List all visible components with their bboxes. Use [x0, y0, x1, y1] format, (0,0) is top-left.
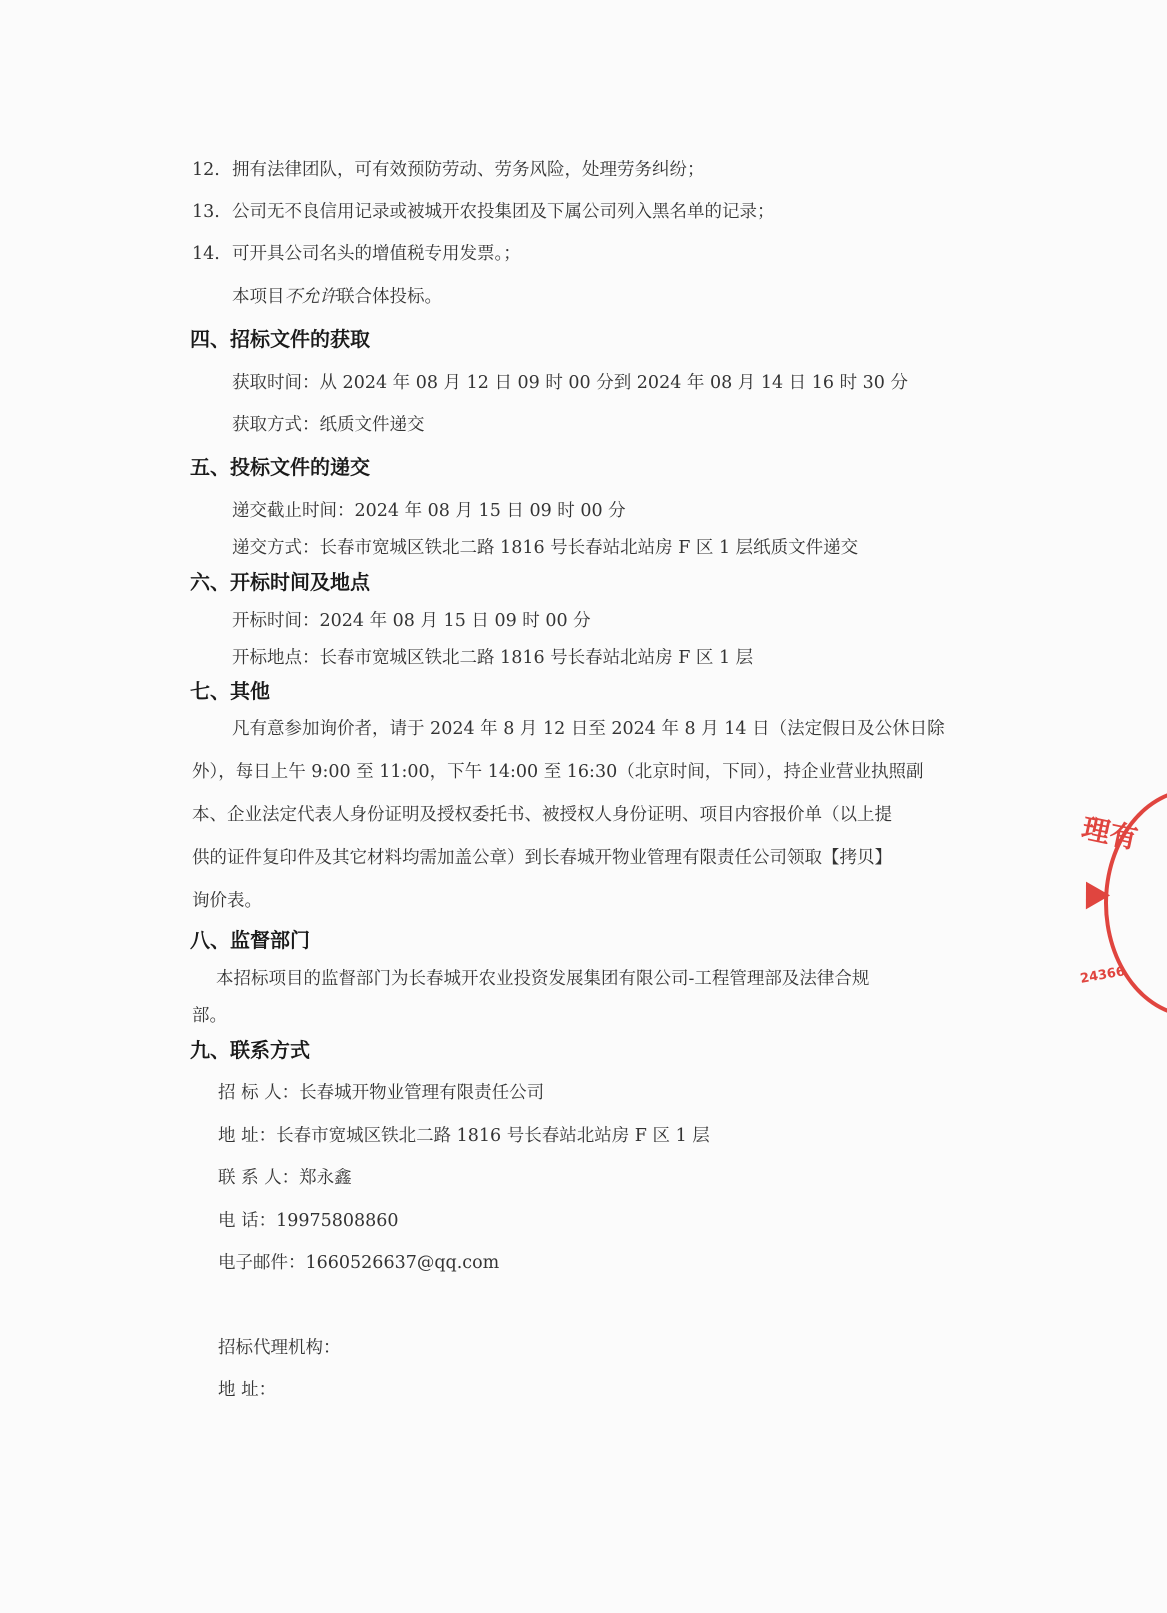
- agency-label: 地 址：: [218, 1380, 277, 1400]
- other-line-5: 询价表。: [192, 891, 262, 911]
- contact-person: [218, 1165, 352, 1191]
- supervision-line-2: 部。: [192, 1006, 227, 1026]
- contact-address: [218, 1123, 710, 1149]
- item-13: [192, 199, 775, 225]
- contact-value: 19975808860: [276, 1211, 399, 1231]
- agency-name: [218, 1335, 341, 1361]
- other-line-1: 凡有意参加询价者，请于 2024 年 8 月 12 日至 2024 年 8 月 14 日（法定假日及公休日除: [232, 719, 945, 739]
- section-7-title: 七、其他: [190, 679, 270, 703]
- contact-value: 长春城开物业管理有限责任公司: [299, 1083, 545, 1103]
- submission-deadline: 递交截止时间：2024 年 08 月 15 日 09 时 00 分: [232, 501, 626, 521]
- contact-value: 1660526637@qq.com: [305, 1253, 500, 1273]
- contact-value: 郑永鑫: [299, 1168, 352, 1188]
- section-4-title: 四、招标文件的获取: [190, 327, 370, 351]
- other-line-2: 外），每日上午 9:00 至 11:00，下午 14:00 至 16:30（北京时间，下同），持企业营业执照副: [192, 762, 924, 782]
- consortium-prefix: 本项目: [232, 287, 285, 307]
- seal-text: 理有: [1078, 811, 1141, 856]
- item-number: 14.: [192, 244, 220, 264]
- submission-method: 递交方式：长春市宽城区铁北二路 1816 号长春站北站房 F 区 1 层纸质文件递交: [232, 538, 859, 558]
- obtain-method: 获取方式：纸质文件递交: [232, 415, 425, 435]
- contact-value: 长春市宽城区铁北二路 1816 号长春站北站房 F 区 1 层: [276, 1126, 710, 1146]
- item-12: [192, 157, 705, 183]
- contact-label: 电 话：: [218, 1211, 277, 1231]
- agency-label: 招标代理机构：: [218, 1338, 341, 1358]
- company-seal: [1078, 788, 1167, 1018]
- other-line-4: 供的证件复印件及其它材料均需加盖公章）到长春城开物业管理有限责任公司领取【拷贝】: [192, 848, 892, 868]
- contact-email: [218, 1250, 499, 1276]
- contact-label: 电子邮件：: [218, 1253, 306, 1273]
- item-number: 12.: [192, 160, 220, 180]
- section-5-title: 五、投标文件的递交: [190, 455, 370, 479]
- section-6-title: 六、开标时间及地点: [190, 570, 370, 594]
- contact-label: 地 址：: [218, 1126, 277, 1146]
- contact-tenderer: [218, 1080, 544, 1106]
- item-text: 可开具公司名头的增值税专用发票。；: [232, 244, 521, 264]
- consortium-suffix: 联合体投标。: [337, 287, 442, 307]
- obtain-time: 获取时间：从 2024 年 08 月 12 日 09 时 00 分到 2024 年 08 月 14 日 16 时 30 分: [232, 373, 908, 393]
- consortium-note: [232, 284, 442, 310]
- seal-star-icon: [1074, 875, 1110, 910]
- contact-phone: [218, 1208, 399, 1234]
- consortium-emphasis: 不允许: [284, 287, 337, 307]
- contact-label: 联 系 人：: [218, 1168, 300, 1188]
- item-text: 拥有法律团队，可有效预防劳动、劳务风险，处理劳务纠纷；: [232, 160, 705, 180]
- opening-place: 开标地点：长春市宽城区铁北二路 1816 号长春站北站房 F 区 1 层: [232, 648, 754, 668]
- section-9-title: 九、联系方式: [190, 1038, 310, 1062]
- opening-time: 开标时间：2024 年 08 月 15 日 09 时 00 分: [232, 611, 591, 631]
- supervision-line-1: 本招标项目的监督部门为长春城开农业投资发展集团有限公司-工程管理部及法律合规: [216, 969, 870, 989]
- other-line-3: 本、企业法定代表人身份证明及授权委托书、被授权人身份证明、项目内容报价单（以上提: [192, 805, 892, 825]
- item-14: [192, 241, 521, 267]
- seal-number: 24366: [1079, 964, 1127, 987]
- agency-address: [218, 1377, 276, 1403]
- item-text: 公司无不良信用记录或被城开农投集团及下属公司列入黑名单的记录；: [232, 202, 775, 222]
- section-8-title: 八、监督部门: [190, 928, 310, 952]
- item-number: 13.: [192, 202, 220, 222]
- contact-label: 招 标 人：: [218, 1083, 300, 1103]
